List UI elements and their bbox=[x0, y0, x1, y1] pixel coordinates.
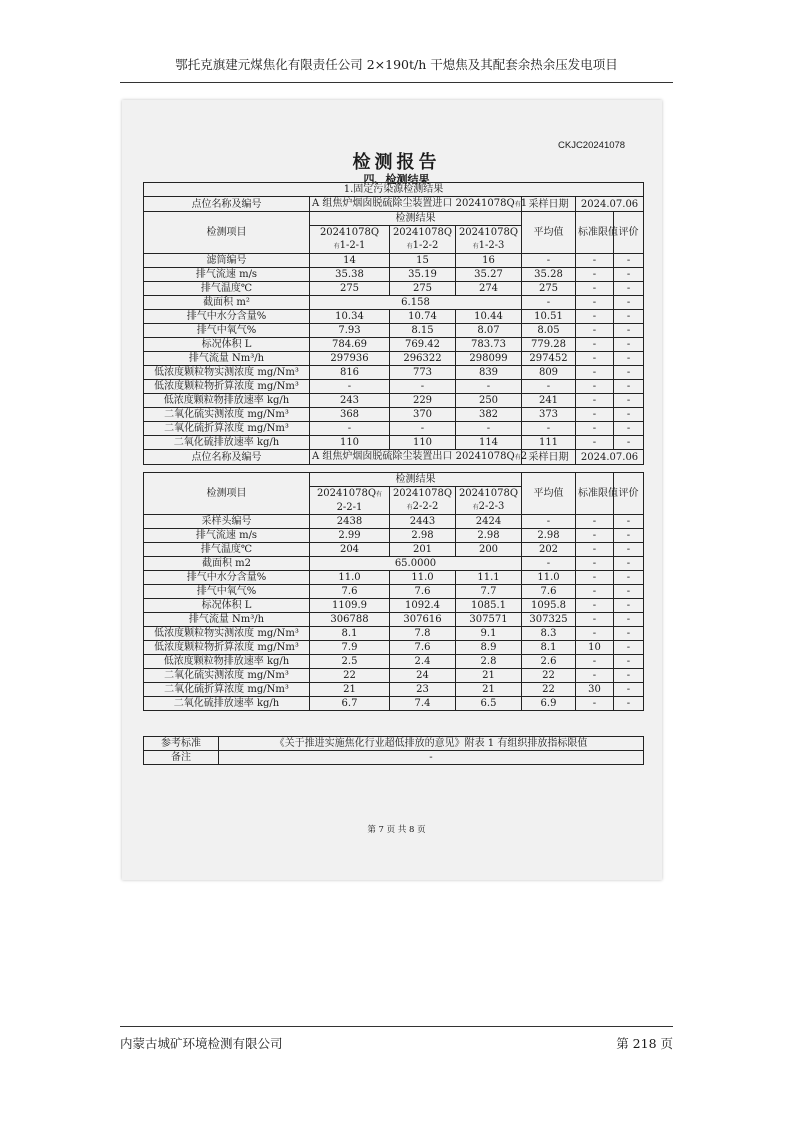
item-name: 排气流量 Nm³/h bbox=[144, 613, 310, 627]
standard-limit: - bbox=[576, 585, 614, 599]
merged-value: 65.0000 bbox=[310, 557, 522, 571]
table-row bbox=[144, 557, 644, 571]
item-name: 低浓度颗粒物排放速率 kg/h bbox=[144, 655, 310, 669]
standard-limit: - bbox=[576, 394, 614, 408]
measured-value: 229 bbox=[390, 394, 456, 408]
reference-label: 参考标准 bbox=[144, 737, 219, 751]
sample-id: 20241078Q有 2-2-1 bbox=[310, 487, 390, 515]
evaluation: - bbox=[614, 338, 644, 352]
measured-value: 7.4 bbox=[390, 697, 456, 711]
item-name: 截面积 m² bbox=[144, 296, 310, 310]
item-name: 标况体积 L bbox=[144, 599, 310, 613]
evaluation: - bbox=[614, 268, 644, 282]
average-value: 2.98 bbox=[522, 529, 576, 543]
measured-value: 35.19 bbox=[390, 268, 456, 282]
table-row bbox=[144, 599, 644, 613]
measured-value: 10.44 bbox=[456, 310, 522, 324]
measured-value: 2.5 bbox=[310, 655, 390, 669]
measured-value: 10.34 bbox=[310, 310, 390, 324]
average-value: - bbox=[522, 296, 576, 310]
average-value: 6.9 bbox=[522, 697, 576, 711]
measured-value: 298099 bbox=[456, 352, 522, 366]
average-value: 22 bbox=[522, 669, 576, 683]
measured-value: 368 bbox=[310, 408, 390, 422]
standard-limit: 10 bbox=[576, 641, 614, 655]
inner-page-number: 第 7 页 共 8 页 bbox=[367, 825, 426, 835]
measured-value: 275 bbox=[310, 282, 390, 296]
average-value: 307325 bbox=[522, 613, 576, 627]
measured-value: 24 bbox=[390, 669, 456, 683]
measured-value: - bbox=[456, 380, 522, 394]
measured-value: 8.9 bbox=[456, 641, 522, 655]
evaluation: - bbox=[614, 613, 644, 627]
average-value: 10.51 bbox=[522, 310, 576, 324]
measured-value: 9.1 bbox=[456, 627, 522, 641]
measured-value: 7.6 bbox=[390, 641, 456, 655]
evaluation: - bbox=[614, 571, 644, 585]
footer-rule bbox=[120, 1026, 673, 1027]
average-value: 809 bbox=[522, 366, 576, 380]
standard-limit: - bbox=[576, 557, 614, 571]
results-table-inlet bbox=[143, 182, 644, 465]
evaluation: - bbox=[614, 282, 644, 296]
measured-value: - bbox=[310, 380, 390, 394]
table-row bbox=[144, 436, 644, 450]
footer-page-number: 第 218 页 bbox=[616, 1036, 673, 1051]
table-row bbox=[144, 366, 644, 380]
result-header: 检测结果 bbox=[310, 473, 522, 487]
sample-date-label: 采样日期 bbox=[522, 450, 576, 465]
measured-value: 306788 bbox=[310, 613, 390, 627]
measured-value: 816 bbox=[310, 366, 390, 380]
table-row bbox=[144, 197, 644, 212]
results-table-outlet bbox=[143, 472, 644, 711]
measured-value: 7.8 bbox=[390, 627, 456, 641]
item-name: 排气中水分含量% bbox=[144, 571, 310, 585]
table-row bbox=[144, 380, 644, 394]
item-name: 排气流速 m/s bbox=[144, 529, 310, 543]
evaluation: - bbox=[614, 422, 644, 436]
measured-value: 2.98 bbox=[390, 529, 456, 543]
item-name: 排气温度℃ bbox=[144, 282, 310, 296]
table-body bbox=[144, 515, 644, 711]
standard-limit: - bbox=[576, 366, 614, 380]
measured-value: 201 bbox=[390, 543, 456, 557]
measured-value: 114 bbox=[456, 436, 522, 450]
table-row bbox=[144, 296, 644, 310]
table-row bbox=[144, 515, 644, 529]
measured-value: 1109.9 bbox=[310, 599, 390, 613]
average-value: - bbox=[522, 422, 576, 436]
evaluation: - bbox=[614, 296, 644, 310]
average-value: 8.3 bbox=[522, 627, 576, 641]
table-row bbox=[144, 683, 644, 697]
table-row bbox=[144, 324, 644, 338]
table-row bbox=[144, 282, 644, 296]
sample-id: 20241078Q 有2-2-3 bbox=[456, 487, 522, 515]
evaluation: - bbox=[614, 599, 644, 613]
measured-value: 307616 bbox=[390, 613, 456, 627]
reference-value: 《关于推进实施焦化行业超低排放的意见》附表 1 有组织排放指标限值 bbox=[219, 737, 644, 751]
item-name: 排气中氧气% bbox=[144, 585, 310, 599]
measured-value: 1092.4 bbox=[390, 599, 456, 613]
evaluation: - bbox=[614, 655, 644, 669]
average-value: 373 bbox=[522, 408, 576, 422]
item-name: 二氧化硫实测浓度 mg/Nm³ bbox=[144, 669, 310, 683]
item-name: 低浓度颗粒物实测浓度 mg/Nm³ bbox=[144, 366, 310, 380]
table-row bbox=[144, 655, 644, 669]
item-name: 二氧化硫实测浓度 mg/Nm³ bbox=[144, 408, 310, 422]
evaluation: - bbox=[614, 408, 644, 422]
measured-value: 382 bbox=[456, 408, 522, 422]
standard-limit: - bbox=[576, 669, 614, 683]
evaluation: - bbox=[614, 529, 644, 543]
measured-value: 307571 bbox=[456, 613, 522, 627]
table-row bbox=[144, 641, 644, 655]
standard-limit: - bbox=[576, 422, 614, 436]
standard-limit: 30 bbox=[576, 683, 614, 697]
footer-company: 内蒙古城矿环境检测有限公司 bbox=[120, 1036, 283, 1051]
table-row bbox=[144, 310, 644, 324]
standard-limit: - bbox=[576, 515, 614, 529]
table-row bbox=[144, 751, 644, 765]
table-row bbox=[144, 183, 644, 197]
average-value: 11.0 bbox=[522, 571, 576, 585]
sample-id: 20241078Q 有1-2-3 bbox=[456, 226, 522, 254]
reference-table bbox=[143, 736, 644, 765]
document-header: 鄂托克旗建元煤焦化有限责任公司 2×190t/h 干熄焦及其配套余热余压发电项目 bbox=[175, 57, 618, 72]
measured-value: 35.27 bbox=[456, 268, 522, 282]
standard-limit: - bbox=[576, 529, 614, 543]
measured-value: 8.15 bbox=[390, 324, 456, 338]
table-row bbox=[144, 669, 644, 683]
item-name: 排气温度℃ bbox=[144, 543, 310, 557]
standard-limit: - bbox=[576, 627, 614, 641]
measured-value: 2424 bbox=[456, 515, 522, 529]
item-name: 排气流速 m/s bbox=[144, 268, 310, 282]
item-header: 检测项目 bbox=[144, 212, 310, 254]
point-name: A 组焦炉烟囱脱硫除尘装置进口 20241078Q有1 bbox=[310, 197, 522, 212]
evaluation: - bbox=[614, 436, 644, 450]
table-row bbox=[144, 543, 644, 557]
measured-value: 7.93 bbox=[310, 324, 390, 338]
item-name: 二氧化硫排放速率 kg/h bbox=[144, 436, 310, 450]
table-row bbox=[144, 571, 644, 585]
standard-limit: - bbox=[576, 613, 614, 627]
measured-value: 297936 bbox=[310, 352, 390, 366]
average-value: - bbox=[522, 557, 576, 571]
sample-id: 20241078Q 有1-2-2 bbox=[390, 226, 456, 254]
evaluation: - bbox=[614, 380, 644, 394]
std-header: 标准限值 bbox=[576, 212, 614, 254]
std-header: 标准限值 bbox=[576, 473, 614, 515]
table-row bbox=[144, 450, 644, 465]
table-row bbox=[144, 473, 644, 487]
evaluation: - bbox=[614, 352, 644, 366]
measured-value: 2.4 bbox=[390, 655, 456, 669]
item-name: 排气中水分含量% bbox=[144, 310, 310, 324]
table-row bbox=[144, 627, 644, 641]
standard-limit: - bbox=[576, 254, 614, 268]
note-value: - bbox=[219, 751, 644, 765]
average-value: 1095.8 bbox=[522, 599, 576, 613]
header-rule bbox=[120, 82, 673, 83]
measured-value: 14 bbox=[310, 254, 390, 268]
standard-limit: - bbox=[576, 599, 614, 613]
item-name: 低浓度颗粒物折算浓度 mg/Nm³ bbox=[144, 380, 310, 394]
item-header: 检测项目 bbox=[144, 473, 310, 515]
measured-value: 370 bbox=[390, 408, 456, 422]
measured-value: 21 bbox=[456, 669, 522, 683]
average-value: 22 bbox=[522, 683, 576, 697]
average-value: - bbox=[522, 515, 576, 529]
measured-value: 243 bbox=[310, 394, 390, 408]
measured-value: 7.6 bbox=[390, 585, 456, 599]
measured-value: 773 bbox=[390, 366, 456, 380]
measured-value: 250 bbox=[456, 394, 522, 408]
average-value: - bbox=[522, 254, 576, 268]
measured-value: 200 bbox=[456, 543, 522, 557]
standard-limit: - bbox=[576, 282, 614, 296]
point-label: 点位名称及编号 bbox=[144, 197, 310, 212]
standard-limit: - bbox=[576, 697, 614, 711]
measured-value: 15 bbox=[390, 254, 456, 268]
average-value: 8.05 bbox=[522, 324, 576, 338]
sub-title: 1.固定污染源检测结果 bbox=[144, 183, 644, 197]
measured-value: - bbox=[390, 380, 456, 394]
table-row bbox=[144, 697, 644, 711]
evaluation: - bbox=[614, 669, 644, 683]
measured-value: 16 bbox=[456, 254, 522, 268]
item-name: 低浓度颗粒物折算浓度 mg/Nm³ bbox=[144, 641, 310, 655]
measured-value: - bbox=[390, 422, 456, 436]
item-name: 低浓度颗粒物实测浓度 mg/Nm³ bbox=[144, 627, 310, 641]
measured-value: 2.98 bbox=[456, 529, 522, 543]
measured-value: 21 bbox=[310, 683, 390, 697]
measured-value: 296322 bbox=[390, 352, 456, 366]
measured-value: 6.7 bbox=[310, 697, 390, 711]
measured-value: 7.7 bbox=[456, 585, 522, 599]
measured-value: 2438 bbox=[310, 515, 390, 529]
item-name: 二氧化硫折算浓度 mg/Nm³ bbox=[144, 422, 310, 436]
measured-value: 2443 bbox=[390, 515, 456, 529]
sample-date: 2024.07.06 bbox=[576, 450, 644, 465]
table-row bbox=[144, 254, 644, 268]
sample-id: 20241078Q 有2-2-2 bbox=[390, 487, 456, 515]
table-row bbox=[144, 352, 644, 366]
standard-limit: - bbox=[576, 436, 614, 450]
standard-limit: - bbox=[576, 338, 614, 352]
table-row bbox=[144, 585, 644, 599]
evaluation: - bbox=[614, 324, 644, 338]
table-row bbox=[144, 422, 644, 436]
measured-value: 21 bbox=[456, 683, 522, 697]
standard-limit: - bbox=[576, 324, 614, 338]
average-value: - bbox=[522, 380, 576, 394]
table-row bbox=[144, 529, 644, 543]
measured-value: 783.73 bbox=[456, 338, 522, 352]
item-name: 截面积 m2 bbox=[144, 557, 310, 571]
standard-limit: - bbox=[576, 310, 614, 324]
item-name: 排气流量 Nm³/h bbox=[144, 352, 310, 366]
point-name: A 组焦炉烟囱脱硫除尘装置出口 20241078Q有2 bbox=[310, 450, 522, 465]
measured-value: 275 bbox=[390, 282, 456, 296]
measured-value: 110 bbox=[390, 436, 456, 450]
measured-value: 22 bbox=[310, 669, 390, 683]
measured-value: 1085.1 bbox=[456, 599, 522, 613]
table-body bbox=[144, 254, 644, 450]
evaluation: - bbox=[614, 641, 644, 655]
average-value: 111 bbox=[522, 436, 576, 450]
table-row bbox=[144, 212, 644, 226]
average-value: 275 bbox=[522, 282, 576, 296]
item-name: 二氧化硫折算浓度 mg/Nm³ bbox=[144, 683, 310, 697]
average-value: 297452 bbox=[522, 352, 576, 366]
point-label: 点位名称及编号 bbox=[144, 450, 310, 465]
avg-header: 平均值 bbox=[522, 473, 576, 515]
average-value: 8.1 bbox=[522, 641, 576, 655]
measured-value: 8.1 bbox=[310, 627, 390, 641]
table-row bbox=[144, 737, 644, 751]
report-title: 检测报告 bbox=[352, 152, 441, 173]
evaluation: - bbox=[614, 515, 644, 529]
average-value: 779.28 bbox=[522, 338, 576, 352]
measured-value: 6.5 bbox=[456, 697, 522, 711]
standard-limit: - bbox=[576, 352, 614, 366]
standard-limit: - bbox=[576, 268, 614, 282]
evaluation: - bbox=[614, 543, 644, 557]
standard-limit: - bbox=[576, 296, 614, 310]
standard-limit: - bbox=[576, 655, 614, 669]
average-value: 7.6 bbox=[522, 585, 576, 599]
average-value: 202 bbox=[522, 543, 576, 557]
measured-value: - bbox=[310, 422, 390, 436]
average-value: 241 bbox=[522, 394, 576, 408]
avg-header: 平均值 bbox=[522, 212, 576, 254]
item-name: 二氧化硫排放速率 kg/h bbox=[144, 697, 310, 711]
eval-header: 评价 bbox=[614, 473, 644, 515]
measured-value: 23 bbox=[390, 683, 456, 697]
measured-value: 110 bbox=[310, 436, 390, 450]
measured-value: 11.0 bbox=[390, 571, 456, 585]
average-value: 2.6 bbox=[522, 655, 576, 669]
table-row bbox=[144, 613, 644, 627]
measured-value: 10.74 bbox=[390, 310, 456, 324]
measured-value: 35.38 bbox=[310, 268, 390, 282]
measured-value: 11.1 bbox=[456, 571, 522, 585]
standard-limit: - bbox=[576, 571, 614, 585]
table-row bbox=[144, 394, 644, 408]
item-name: 滤筒编号 bbox=[144, 254, 310, 268]
report-code: CKJC20241078 bbox=[558, 140, 626, 151]
evaluation: - bbox=[614, 683, 644, 697]
measured-value: 8.07 bbox=[456, 324, 522, 338]
eval-header: 评价 bbox=[614, 212, 644, 254]
average-value: 35.28 bbox=[522, 268, 576, 282]
item-name: 低浓度颗粒物排放速率 kg/h bbox=[144, 394, 310, 408]
evaluation: - bbox=[614, 585, 644, 599]
sample-date-label: 采样日期 bbox=[522, 197, 576, 212]
measured-value: 274 bbox=[456, 282, 522, 296]
item-name: 标况体积 L bbox=[144, 338, 310, 352]
standard-limit: - bbox=[576, 543, 614, 557]
measured-value: 784.69 bbox=[310, 338, 390, 352]
measured-value: 7.6 bbox=[310, 585, 390, 599]
measured-value: 7.9 bbox=[310, 641, 390, 655]
measured-value: 204 bbox=[310, 543, 390, 557]
measured-value: 11.0 bbox=[310, 571, 390, 585]
table-row bbox=[144, 338, 644, 352]
evaluation: - bbox=[614, 254, 644, 268]
standard-limit: - bbox=[576, 380, 614, 394]
note-label: 备注 bbox=[144, 751, 219, 765]
measured-value: 2.8 bbox=[456, 655, 522, 669]
table-row bbox=[144, 408, 644, 422]
evaluation: - bbox=[614, 627, 644, 641]
sample-date: 2024.07.06 bbox=[576, 197, 644, 212]
result-header: 检测结果 bbox=[310, 212, 522, 226]
evaluation: - bbox=[614, 557, 644, 571]
standard-limit: - bbox=[576, 408, 614, 422]
section-title: 四、检测结果 bbox=[363, 173, 430, 186]
evaluation: - bbox=[614, 394, 644, 408]
measured-value: - bbox=[456, 422, 522, 436]
measured-value: 2.99 bbox=[310, 529, 390, 543]
evaluation: - bbox=[614, 697, 644, 711]
measured-value: 769.42 bbox=[390, 338, 456, 352]
evaluation: - bbox=[614, 366, 644, 380]
measured-value: 839 bbox=[456, 366, 522, 380]
item-name: 采样头编号 bbox=[144, 515, 310, 529]
evaluation: - bbox=[614, 310, 644, 324]
merged-value: 6.158 bbox=[310, 296, 522, 310]
item-name: 排气中氧气% bbox=[144, 324, 310, 338]
table-row bbox=[144, 268, 644, 282]
sample-id: 20241078Q 有1-2-1 bbox=[310, 226, 390, 254]
